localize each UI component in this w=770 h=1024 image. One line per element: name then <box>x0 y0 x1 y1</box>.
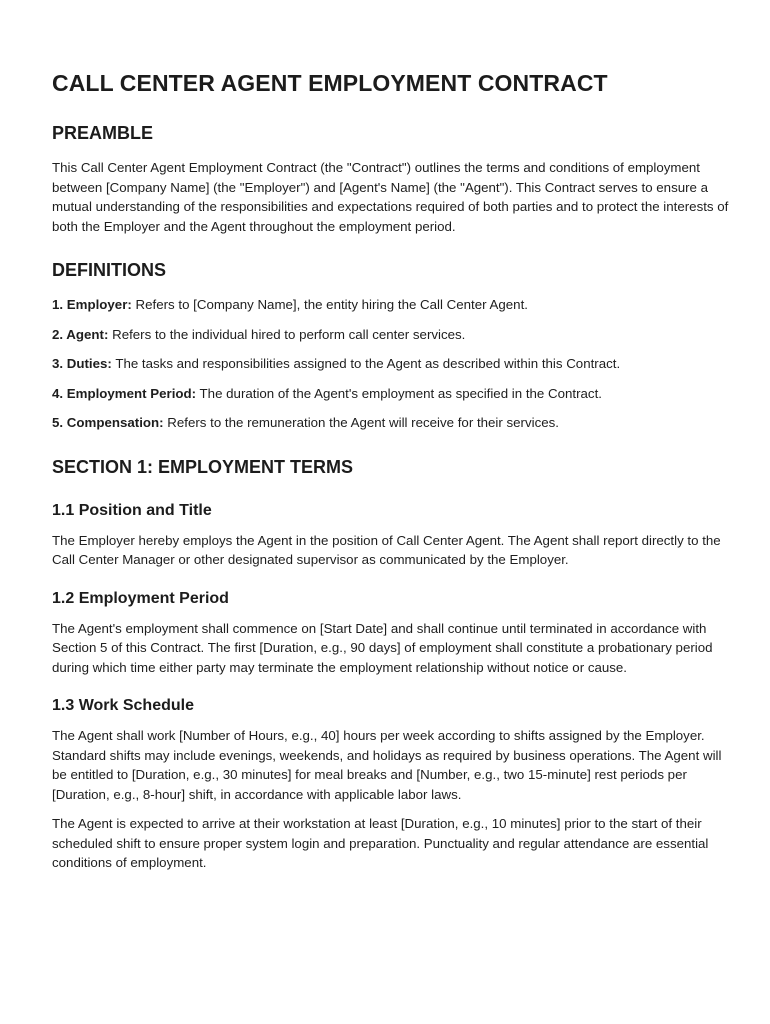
definition-item <box>52 325 730 345</box>
definition-item <box>52 413 730 433</box>
subsection-1-1-heading: 1.1 Position and Title <box>52 501 212 519</box>
subsection-1-3-text-2: The Agent is expected to arrive at their workstation at least [Duration, e.g., 10 minutes] prior to the start of their scheduled shift to ensure proper system login and preparation. Punctuality and regular attendance are essential conditions of employment. <box>52 816 709 870</box>
definition-item <box>52 354 730 374</box>
definition-term: 5. Compensation: <box>52 415 164 430</box>
definition-text: The tasks and responsibilities assigned to the Agent as described within this Contract. <box>115 356 621 371</box>
definition-text: Refers to the individual hired to perform call center services. <box>112 326 466 342</box>
definitions-section <box>52 260 730 433</box>
document-title: CALL CENTER AGENT EMPLOYMENT CONTRACT <box>52 70 608 96</box>
definition-text: Refers to the remuneration the Agent will receive for their services. <box>167 415 559 430</box>
definition-text: Refers to [Company Name], the entity hiring the Call Center Agent. <box>135 297 528 312</box>
subsection-1-1-text: The Employer hereby employs the Agent in the position of Call Center Agent. The Agent shall report directly to the Call Center Manager or other designated supervisor as communicated by the Employer. <box>52 532 721 567</box>
subsection-1-2-heading: 1.2 Employment Period <box>52 589 229 607</box>
definition-term: 4. Employment Period: <box>52 385 197 401</box>
definition-term: 3. Duties: <box>52 356 112 371</box>
subsection-1-3-text-1: The Agent shall work [Number of Hours, e.g., 40] hours per week according to shifts assigned by the Employer. Standard shifts may include evenings, weekends, and holidays as required by business operations. The Agent will be entitled to [Duration, e.g., 30 minutes] for meal breaks and [Number, e.g., two 15-minute] rest periods per [Duration, e.g., 8-hour] shift, in accordance with applicable labor laws. <box>52 728 722 802</box>
definition-item <box>52 384 730 404</box>
section-1-employment-terms <box>52 457 730 873</box>
subsection-1-2-text: The Agent's employment shall commence on [Start Date] and shall continue until terminated in accordance with Section 5 of this Contract. The first [Duration, e.g., 90 days] of employment shall constitute a probationary period during which time either party may terminate the employment relationship without notice or cause. <box>52 620 713 675</box>
preamble-text: This Call Center Agent Employment Contract (the "Contract") outlines the terms and conditions of employment between [Company Name] (the "Employer") and [Agent's Name] (the "Agent"). This Contract serves to ensure a mutual understanding of the responsibilities and expectations required of both parties and to protect the interests of both the Employer and the Agent throughout the employment period. <box>52 160 729 234</box>
section-1-heading: SECTION 1: EMPLOYMENT TERMS <box>52 456 354 477</box>
definitions-heading: DEFINITIONS <box>52 260 167 280</box>
definition-text: The duration of the Agent's employment as specified in the Contract. <box>199 385 602 401</box>
subsection-1-3-heading: 1.3 Work Schedule <box>52 697 194 714</box>
preamble-heading: PREAMBLE <box>52 123 154 143</box>
preamble-section <box>52 123 730 236</box>
definition-item <box>52 295 730 315</box>
definition-term: 1. Employer: <box>52 297 132 312</box>
definition-term: 2. Agent: <box>52 326 109 342</box>
